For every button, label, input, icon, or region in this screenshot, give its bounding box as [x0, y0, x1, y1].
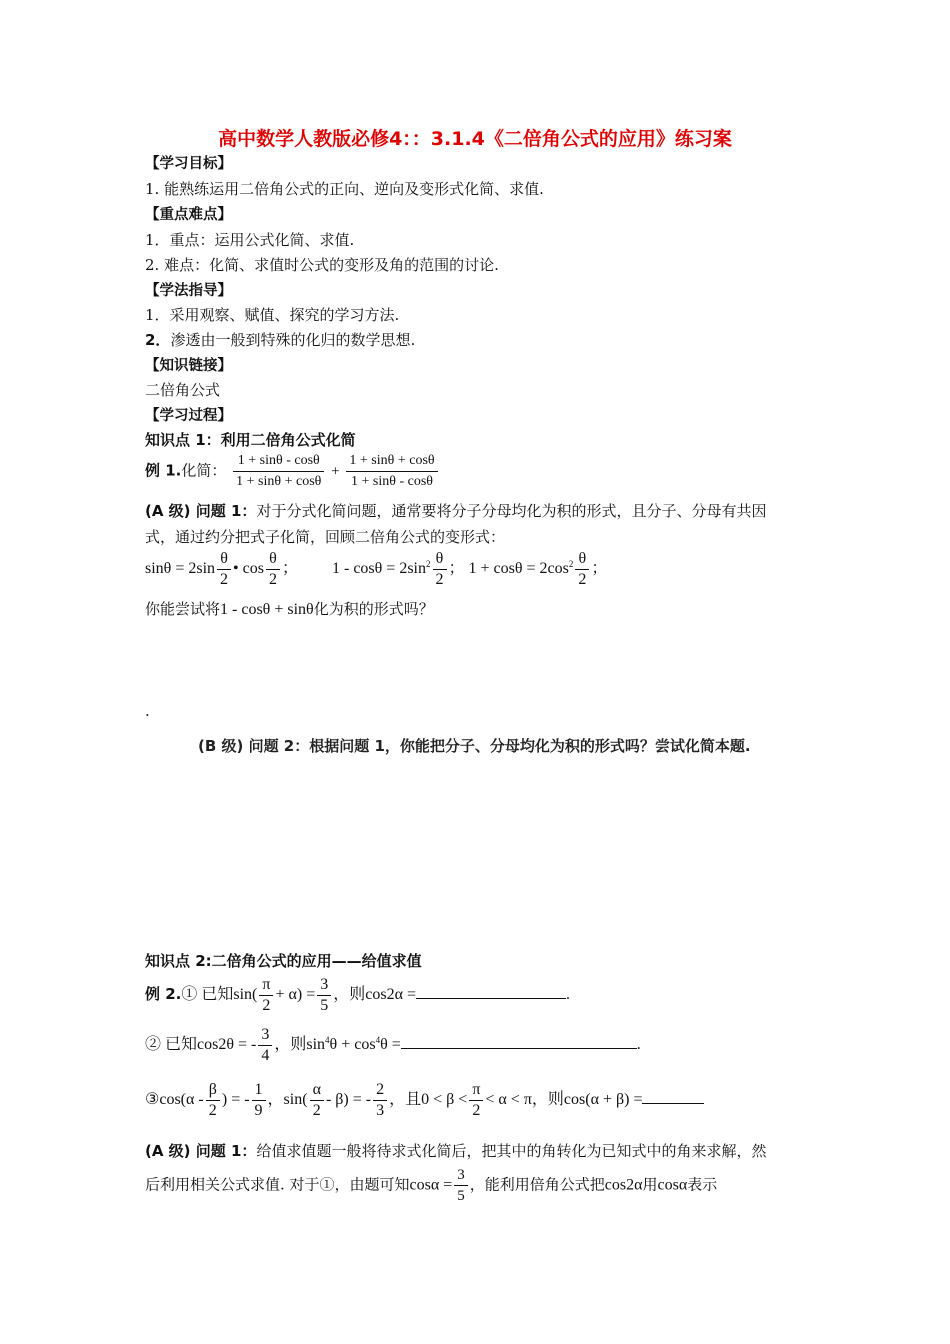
semicolon: ；	[591, 560, 608, 578]
stray-dot: .	[145, 702, 150, 720]
period: .	[636, 1036, 641, 1054]
two-thirds-den: 3	[376, 1102, 385, 1119]
ninth-num: 1	[252, 1080, 266, 1101]
formula-sin-a: sinθ = 2sin	[145, 560, 216, 578]
ex3-text-g: < α < π	[485, 1091, 532, 1109]
period: .	[565, 986, 570, 1004]
example-1-text: 化简：	[181, 461, 227, 480]
ex1-text-b: + α) =	[275, 986, 316, 1004]
ex2-text-c: ，则	[274, 1036, 307, 1054]
half-theta-num: θ	[575, 549, 589, 570]
ex2-text-a: ② 已知	[145, 1036, 198, 1054]
ex3-ninth-frac	[252, 1080, 266, 1121]
q1-text-a: 后利用相关公式求值. 对于①，由题可知	[145, 1175, 410, 1194]
value-num: 3	[317, 975, 331, 996]
beta-den: 2	[208, 1102, 217, 1119]
fraction-1	[233, 451, 324, 492]
half-theta-num: θ	[433, 549, 447, 570]
question-1-text: 给值求值题一般将待求式化简后，把其中的角转化为已知式中的角来求解，然	[256, 1142, 767, 1160]
kp2-example-2-line-3	[145, 1080, 704, 1121]
key-item-1: 1．重点：运用公式化简、求值.	[145, 231, 355, 249]
question-1-label: (A 级) 问题 1：	[145, 1142, 257, 1160]
ex3-alpha-frac	[310, 1080, 324, 1121]
pi-num: π	[469, 1080, 483, 1101]
ex2-sin: sin	[306, 1036, 326, 1054]
answer-blank-3[interactable]	[642, 1089, 704, 1104]
method-item-2	[145, 329, 415, 350]
semicolon: ；	[448, 560, 465, 578]
half-theta-frac-2	[266, 549, 280, 590]
kp1-title: 知识点 1：利用二倍角公式化简	[145, 431, 356, 449]
ex3-pi-frac	[469, 1080, 483, 1121]
kp1-question-1-ask	[145, 598, 434, 619]
value-den: 5	[320, 997, 329, 1014]
kp2-question-1-line-2	[145, 1165, 717, 1206]
ex3-text-b: ) = -	[221, 1091, 250, 1109]
q1-text-b: ，能利用倍角公式把	[469, 1175, 605, 1194]
ex2-text-f: θ =	[380, 1036, 401, 1054]
alpha-den: 2	[312, 1102, 321, 1119]
alpha-num: α	[310, 1080, 324, 1101]
value-num: 3	[454, 1165, 468, 1186]
fourth-power-sup: 4	[325, 1034, 330, 1045]
ex3-text-h: ，则	[531, 1091, 564, 1109]
half-theta-num: θ	[266, 549, 280, 570]
ex2-text-e: θ + cos	[329, 1036, 376, 1054]
half-theta-den: 2	[435, 571, 444, 588]
key-item-2: 2. 难点：化简、求值时公式的变形及角的范围的讨论.	[145, 256, 499, 274]
ex1-value-frac	[317, 975, 331, 1016]
ex2-text-b: cos2θ = -	[197, 1036, 257, 1054]
method-item-1: 1．采用观察、赋值、探究的学习方法.	[145, 306, 400, 324]
question-1-label: (A 级) 问题 1：	[145, 502, 257, 520]
kp2-title: 知识点 2:二倍角公式的应用——给值求值	[145, 952, 422, 970]
half-theta-den: 2	[268, 571, 277, 588]
ex1-pi-frac	[259, 975, 273, 1016]
example-2-label: 例 2.	[145, 985, 182, 1004]
ex3-text-f: 0 < β <	[421, 1091, 468, 1109]
ex3-beta-frac	[206, 1080, 220, 1121]
two-thirds-num: 2	[373, 1080, 387, 1101]
ex3-two-thirds-frac	[373, 1080, 387, 1121]
fourth-power-sup: 4	[375, 1034, 381, 1045]
plus-sign: +	[331, 463, 340, 480]
key-header: 【重点难点】	[145, 207, 232, 223]
half-theta-den: 2	[220, 571, 229, 588]
ex3-text-d: - β) = -	[325, 1091, 372, 1109]
kp2-example-2-line-1	[145, 975, 570, 1016]
fraction-1-numerator: 1 + sinθ - cosθ	[233, 451, 324, 472]
ex1-sin: sin(	[233, 986, 258, 1004]
ask-expression: 1 - cosθ + sinθ	[220, 601, 314, 618]
value-den: 5	[457, 1188, 465, 1204]
page-title: 高中数学人教版必修4：：3.1.4《二倍角公式的应用》练习案	[218, 128, 732, 150]
method-item-2-text: 渗透由一般到特殊的化归的数学思想.	[170, 331, 416, 349]
kp2-example-2-line-2	[145, 1025, 641, 1066]
square-sup: 2	[426, 558, 431, 569]
q1-text-c: 用	[642, 1175, 658, 1194]
ex1-target: cos2α =	[365, 986, 416, 1004]
kp1-question-1-line-2: 式，通过约分把式子化简，回顾二倍角公式的变形式：	[145, 528, 506, 546]
value-den: 4	[261, 1047, 270, 1064]
link-header: 【知识链接】	[145, 358, 232, 374]
double-angle-formulas	[145, 549, 607, 590]
q1-text-d: 表示	[687, 1175, 718, 1194]
kp2-question-1-line-1	[145, 1140, 766, 1161]
ex2-value-frac	[258, 1025, 272, 1066]
formula-cos-minus: 1 - cosθ = 2sin	[331, 560, 426, 578]
kp1-question-1-line-1	[145, 500, 766, 521]
answer-blank-2[interactable]	[401, 1034, 637, 1049]
pi-den: 2	[472, 1102, 481, 1119]
ex1-text-a: ① 已知	[181, 986, 234, 1004]
square-sup: 2	[568, 558, 574, 569]
method-header: 【学法指导】	[145, 283, 232, 299]
half-theta-num: θ	[217, 549, 231, 570]
half-theta-frac-1	[217, 549, 231, 590]
q1-cos-alpha: cosα =	[409, 1176, 453, 1194]
answer-blank-1[interactable]	[416, 984, 566, 999]
q1-value-frac	[454, 1165, 468, 1206]
ex3-text-a: ③cos(α -	[145, 1091, 204, 1109]
q1-cos-alpha-2: cosα	[657, 1176, 688, 1194]
goal-header: 【学习目标】	[145, 156, 232, 172]
ask-text-b: 化为积的形式吗？	[313, 600, 434, 618]
fraction-1-denominator: 1 + sinθ + cosθ	[236, 474, 322, 489]
pi-num: π	[259, 975, 273, 996]
fraction-2-denominator: 1 + sinθ - cosθ	[351, 474, 433, 489]
question-1-text: 对于分式化简问题，通常要将分子分母均化为积的形式，且分子、分母有共因	[256, 502, 767, 520]
pi-den: 2	[262, 997, 271, 1014]
formula-sin-b: • cos	[233, 560, 264, 578]
fraction-2	[346, 451, 437, 492]
formula-cos-plus: 1 + cosθ = 2cos	[468, 560, 569, 578]
example-1-label: 例 1.	[145, 461, 182, 480]
goal-item-1: 1. 能熟练运用二倍角公式的正向、逆向及变形式化简、求值.	[145, 180, 544, 198]
method-item-2-num: 2．	[145, 331, 171, 349]
semicolon: ；	[281, 560, 298, 578]
ex3-text-c: ，sin(	[267, 1091, 308, 1109]
link-item-1: 二倍角公式	[145, 381, 221, 399]
ex1-text-c: ，则	[333, 986, 366, 1004]
ex3-target: cos(α + β) =	[563, 1091, 643, 1109]
half-theta-frac-3	[433, 549, 447, 590]
q1-cos-2alpha: cos2α	[604, 1176, 643, 1194]
value-num: 3	[258, 1025, 272, 1046]
process-header: 【学习过程】	[145, 408, 232, 424]
beta-num: β	[206, 1080, 220, 1101]
ask-text-a: 你能尝试将	[145, 600, 221, 618]
ninth-den: 9	[254, 1102, 263, 1119]
half-theta-frac-4	[575, 549, 589, 590]
half-theta-den: 2	[578, 571, 587, 588]
ex3-text-e: ，且	[389, 1091, 422, 1109]
fraction-2-numerator: 1 + sinθ + cosθ	[346, 451, 437, 472]
kp1-question-2: (B 级) 问题 2：根据问题 1，你能把分子、分母均化为积的形式吗？尝试化简本题.	[198, 737, 751, 755]
kp1-example-1	[145, 451, 440, 492]
